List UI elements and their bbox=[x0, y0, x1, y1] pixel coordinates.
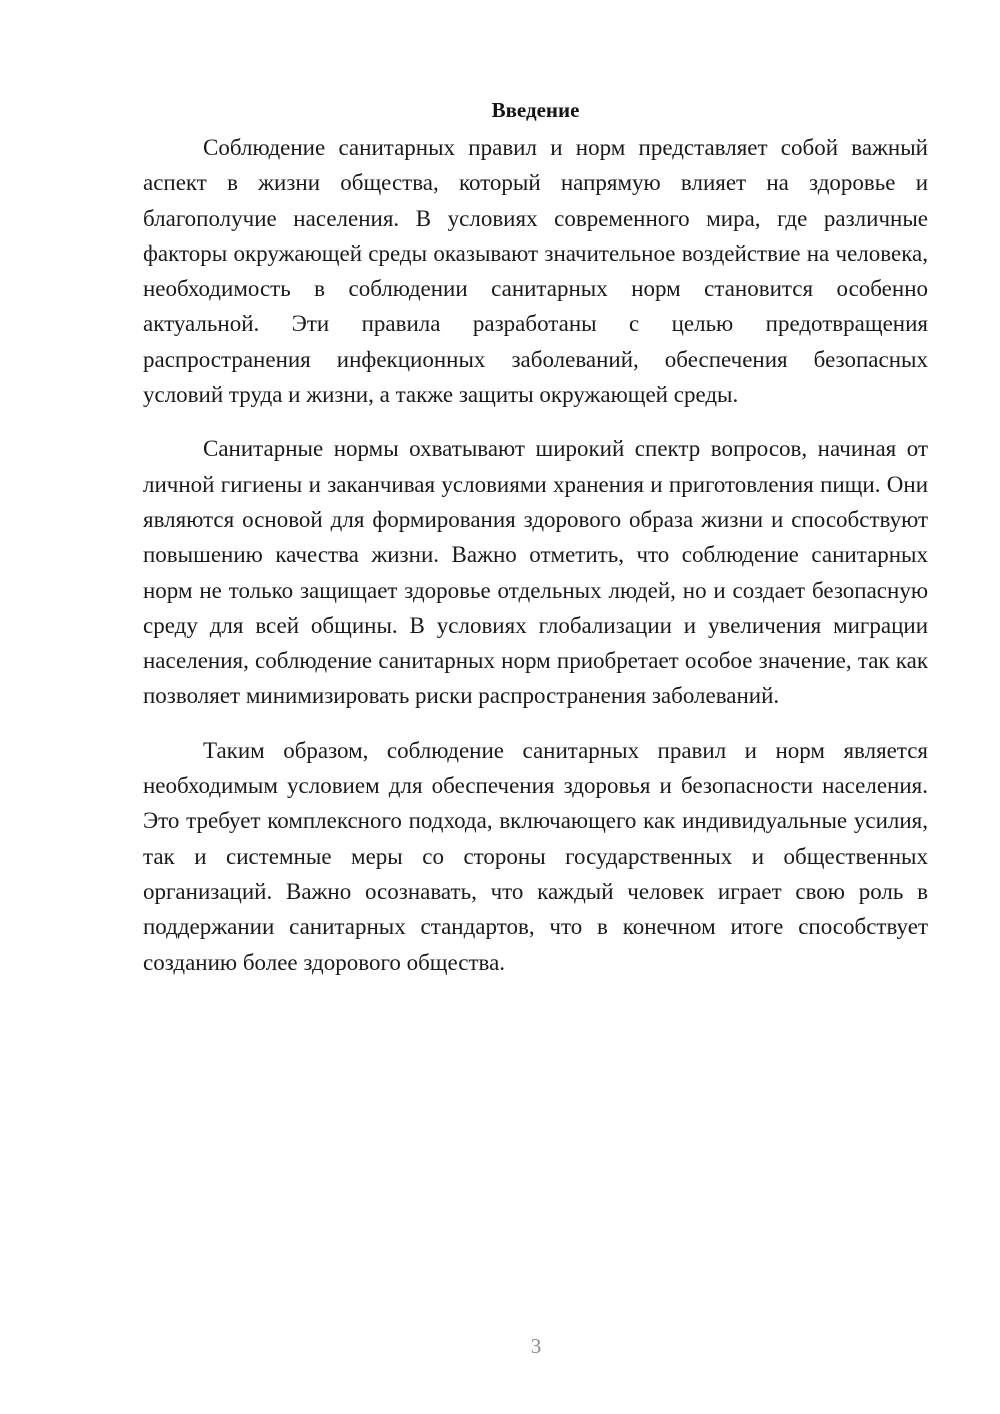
paragraph-1: Соблюдение санитарных правил и норм представляет собой важный аспект в жизни общества, который напрямую влияет на здоровье и благополучие населения. В условиях современного мира, где различные факторы окружающей среды оказывают значительное воздействие на человека, необходимость в соблюдении санитарных норм становится особенно актуальной. Эти правила разработаны с целью предотвращения распространения инфекционных заболеваний, обеспечения безопасных условий труда и жизни, а также защиты окружающей среды. bbox=[143, 135, 928, 408]
page-content bbox=[143, 95, 928, 999]
page-number: 3 bbox=[530, 1334, 542, 1358]
paragraph-2: Санитарные нормы охватывают широкий спектр вопросов, начиная от личной гигиены и заканчивая условиями хранения и приготовления пищи. Они являются основой для формирования здорового образа жизни и способствуют повышению качества жизни. Важно отметить, что соблюдение санитарных норм не только защищает здоровье отдельных людей, но и создает безопасную среду для всей общины. В условиях глобализации и увеличения миграции населения, соблюдение санитарных норм приобретает особое значение, так как позволяет минимизировать риски распространения заболеваний. bbox=[143, 436, 928, 709]
section-title: Введение bbox=[491, 98, 580, 122]
paragraph-3: Таким образом, соблюдение санитарных правил и норм является необходимым условием для обеспечения здоровья и безопасности населения. Это требует комплексного подхода, включающего как индивидуальные усилия, так и системные меры со стороны государственных и общественных организаций. Важно осознавать, что каждый человек играет свою роль в поддержании санитарных стандартов, что в конечном итоге способствует созданию более здорового общества. bbox=[143, 737, 928, 975]
